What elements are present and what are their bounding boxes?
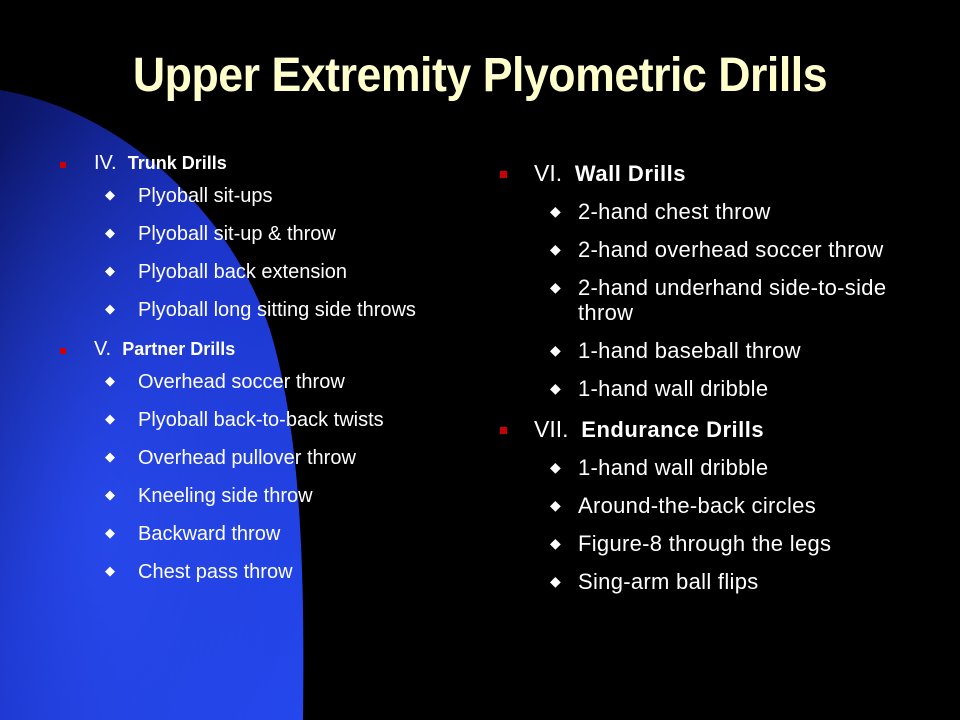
list-item: ◆ Plyoball sit-up & throw — [105, 223, 336, 245]
list-item: ◆ 1-hand wall dribble — [550, 455, 769, 480]
section-number: VI. — [534, 160, 563, 186]
list-item: ◆ 1-hand wall dribble — [550, 376, 769, 401]
diamond-icon: ◆ — [105, 374, 115, 389]
list-item: ◆ Figure-8 through the legs — [550, 531, 832, 556]
section-name: Trunk Drills — [127, 153, 227, 173]
section-name: Wall Drills — [574, 161, 686, 186]
section-heading — [498, 414, 928, 445]
red-square-icon — [500, 171, 507, 178]
list-item: ◆ Plyoball sit-ups — [105, 185, 273, 207]
red-square-icon — [60, 348, 66, 354]
diamond-icon: ◆ — [105, 302, 115, 317]
slide-title: Upper Extremity Plyometric Drills — [132, 49, 828, 102]
diamond-icon: ◆ — [105, 526, 115, 541]
section-number: IV. — [94, 152, 117, 174]
diamond-icon: ◆ — [105, 188, 115, 203]
list-item: ◆ 2-hand chest throw — [550, 199, 771, 224]
section-number: VII. — [534, 416, 569, 442]
diamond-icon: ◆ — [550, 343, 562, 359]
left-column — [58, 150, 438, 598]
section-name: Endurance Drills — [581, 417, 765, 442]
red-square-icon — [60, 162, 66, 168]
diamond-icon: ◆ — [105, 264, 115, 279]
list-item: ◆ Plyoball long sitting side throws — [105, 299, 416, 321]
list-item: ◆ Plyoball back extension — [105, 261, 348, 283]
list-item: ◆ 2-hand overhead soccer throw — [550, 237, 884, 262]
red-square-icon — [500, 427, 507, 434]
section-endurance-drills — [498, 414, 928, 594]
section-partner-drills — [58, 336, 438, 584]
section-heading — [58, 336, 438, 362]
section-trunk-drills — [58, 150, 438, 322]
list-item: ◆ Kneeling side throw — [105, 485, 313, 507]
diamond-icon: ◆ — [550, 536, 562, 552]
list-item: ◆ Sing-arm ball flips — [550, 569, 759, 594]
list-item: ◆ Chest pass throw — [105, 561, 293, 583]
diamond-icon: ◆ — [105, 564, 115, 579]
list-item: ◆ Around-the-back circles — [550, 493, 816, 518]
diamond-icon: ◆ — [105, 488, 115, 503]
list-item: ◆ Overhead soccer throw — [105, 371, 345, 393]
right-column — [498, 158, 928, 607]
diamond-icon: ◆ — [105, 412, 115, 427]
section-name: Partner Drills — [122, 339, 236, 359]
section-wall-drills — [498, 158, 928, 401]
list-item: ◆ 2-hand underhand side-to-side throw — [550, 275, 887, 325]
list-item: ◆ Overhead pullover throw — [105, 447, 356, 469]
list-item: ◆ Plyoball back-to-back twists — [105, 409, 384, 431]
diamond-icon: ◆ — [550, 242, 562, 258]
diamond-icon: ◆ — [105, 450, 115, 465]
diamond-icon: ◆ — [550, 280, 562, 296]
diamond-icon: ◆ — [550, 498, 562, 514]
list-item: ◆ 1-hand baseball throw — [550, 338, 801, 363]
diamond-icon: ◆ — [550, 204, 562, 220]
section-number: V. — [94, 338, 112, 360]
diamond-icon: ◆ — [550, 381, 562, 397]
section-heading — [58, 150, 438, 176]
diamond-icon: ◆ — [550, 460, 562, 476]
section-heading — [498, 158, 928, 189]
list-item: ◆ Backward throw — [105, 523, 281, 545]
diamond-icon: ◆ — [105, 226, 115, 241]
diamond-icon: ◆ — [550, 574, 562, 590]
